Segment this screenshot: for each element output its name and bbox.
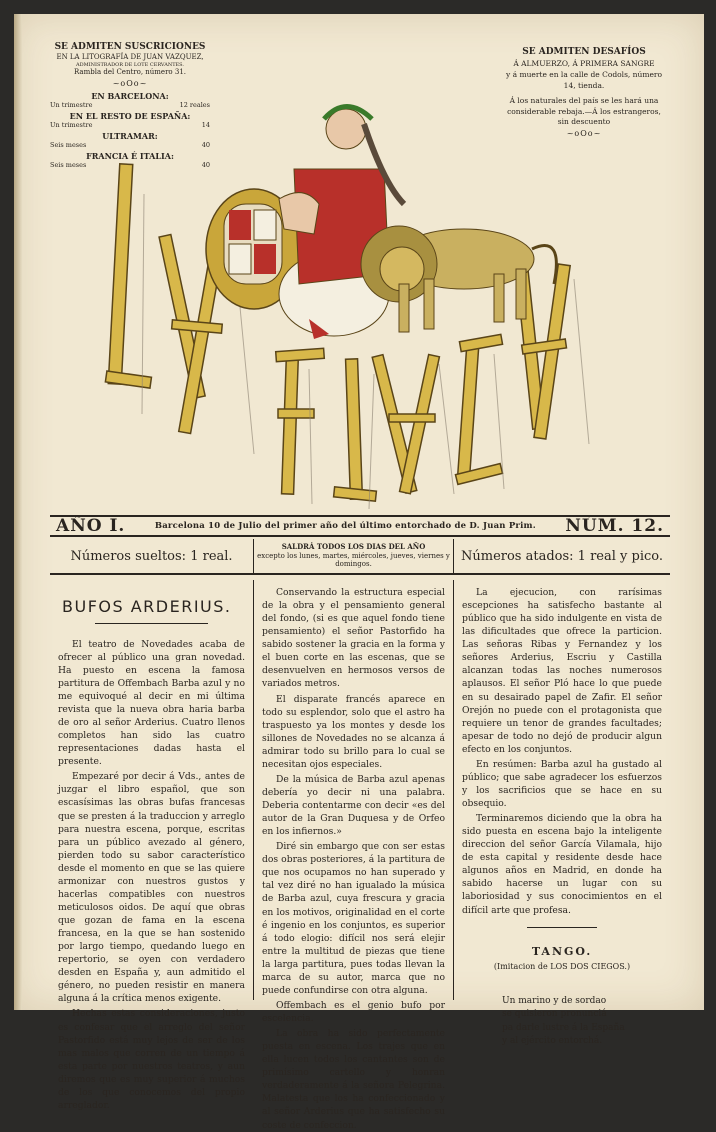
verse-line: y al ejército entorchá. — [502, 1036, 603, 1047]
schedule-box — [254, 539, 454, 573]
issue-number: NÚM. 12. — [565, 516, 664, 536]
region-price: 14 — [201, 121, 210, 130]
region-price: 12 reales — [179, 101, 210, 109]
paragraph: El teatro de Novedades acaba de ofrecer al público una gran novedad. Ha puesto en escena la famosa partitura de Offembach Barba azul y no me equivoqué al decir en mi última revista que la nueva obra haria barba de oro al señor Arderius. Cuatro llenos completos han sido las cuatro representaciones dadas hasta el presente. — [58, 638, 245, 768]
price-bar — [50, 539, 670, 575]
tango-verse — [462, 995, 662, 1049]
issue-band — [50, 515, 670, 537]
region-name: EN EL RESTO DE ESPAÑA: — [69, 111, 191, 122]
region-price: 40 — [201, 141, 210, 150]
region-price: 40 — [201, 161, 210, 170]
column-2 — [254, 580, 454, 1131]
divider — [95, 623, 207, 624]
single-price: Números sueltos: 1 real. — [50, 539, 254, 573]
region-label: Seis meses — [50, 141, 87, 150]
challenges-title: SE ADMITEN DESAFÍOS — [522, 47, 646, 57]
region-name: FRANCIA É ITALIA: — [86, 151, 174, 162]
challenges-line-1: Á ALMUERZO, Á PRIMERA SANGRE — [513, 59, 655, 69]
verse-line: se quisieron pronunciá — [502, 1009, 607, 1020]
subscription-line-1: EN LA LITOGRAFÍA DE JUAN VAZQUEZ, — [56, 53, 204, 62]
paragraph: Empezaré por decir á Vds., antes de juzgar el libro español, que son escasísimas las obras bufas francesas que se presten á la traduccion y arreglo para nuestra escena, porque, escritas para un público avezado al género, pierden todo su sabor característico desde el momento en que se las quiere armonizar con nuestros gustos y hacerlas compatibles con nuestros meticulosos oidos. De aquí que obras que gozan de fama en la escena francesa, en la que se han sostenido por largo tiempo, quedando luego en repertorio, se oyen con verdadero desden en España y, aun admitido el género, no pueden resistir en manera alguna á la crítica menos exigente. — [58, 771, 245, 1005]
seated-woman-figure — [279, 107, 404, 340]
schedule-title: SALDRÁ TODOS LOS DIAS DEL AÑO — [281, 541, 426, 551]
bundled-price: Números atados: 1 real y pico. — [461, 548, 663, 564]
issue-year: AÑO I. — [56, 516, 126, 536]
challenges-line-2: y á muerte en la calle de Codols, número 14, tienda. — [506, 69, 662, 90]
paragraph: La ejecucion, con rarísimas escepciones ha satisfecho bastante al público que ha sido indulgente en vista de las dificultades que ofrece la particion. Las señoras Ribas y Fernandez y los señores Arderius, Escriu y Castilla alcanzan todas las noches numerosos aplausos. El señor Pló hace lo que puede en su desairado papel de Zafir. El señor Orejón no puede con el protagonista que requiere un tenor de grandes facultades; apesar de todo no dejó de producir algun efecto en los conjuntos. — [462, 587, 662, 755]
paragraph: Terminaremos diciendo que la obra ha sido puesta en escena bajo la inteligente direccion del señor García Vilamala, hijo de esta capital y residente desde hace algunos años en Madrid, en donde ha sabido hacerse un lugar con su laboriosidad y sus conocimientos en el difícil arte que profesa. — [462, 813, 662, 916]
paragraph: Hechas estas consideraciones, justo es confesar que el arreglo del señor Pastorfido está muy lejos de ser de los mas malos que corren de un tiempo á esta parte por nuestros teatros, y aun diremos que es muy superior á muchos de los que conocemos del propio arreglador. — [58, 1008, 245, 1111]
tango-title: TANGO. — [531, 944, 593, 958]
region-name: ULTRAMAR: — [102, 131, 158, 142]
subscription-line-3: Rambla del Centro, número 31. — [74, 68, 186, 77]
article-columns — [50, 580, 670, 1131]
region-label: Un trimestre — [50, 101, 93, 109]
issue-dateline: Barcelona 10 de Julio del primer año del último entorchado de D. Juan Prim. — [154, 521, 536, 531]
newspaper-page — [14, 14, 704, 1131]
page-spine — [14, 14, 22, 1010]
paragraph: La obra ha sido perfectamente puesta en escena. Los trajes que en ella lucen todos los cantantes son de primísimo cartello y honran verdaderamente á la señora Pelegrina. Malatesta que los ha confeccionado y al señor Arderius que ha satisfecho su coste de confeccion. — [262, 1028, 445, 1131]
paragraph: El disparate francés aparece en todo su esplendor, solo que el astro ha traspuesto ya los montes y desde los sillones de Novedades no se alcanza á admirar todo su brillo para lo cual se necesitan ojos especiales. — [262, 693, 445, 770]
subscription-line-2: ADMINISTRADOR DE LOTE CERVANTES. — [75, 62, 185, 68]
paragraph: De la música de Barba azul apenas debería yo decir ni una palabra. Deberia contentarme con decir «es del autor de la Gran Duquesa y de Orfeo en los infiernos.» — [262, 773, 445, 838]
ornament: ~oOo~ — [112, 79, 148, 88]
ornament: ~oOo~ — [566, 129, 602, 139]
tango-subtitle: (Imitacion de LOS DOS CIEGOS.) — [493, 962, 631, 972]
column-1 — [50, 580, 254, 1111]
verse-line: pa darle lustre á la España — [502, 1022, 625, 1033]
paragraph: Offembach es el genio bufo por escelencia. — [262, 999, 445, 1024]
masthead-illustration — [84, 84, 644, 514]
paragraph: Conservando la estructura especial de la obra y el pensamiento general del fondo, (si es que aquel fondo tiene pensamiento) el señor Pastorfido ha sabido sostener la gracia en la forma y el buen corte en las escenas, que se desenvuelven en hermosos versos de variados metros. — [262, 587, 445, 690]
section-divider — [527, 927, 597, 928]
paragraph: Diré sin embargo que con ser estas dos obras posteriores, á la partitura de que nos ocupamos no han superado y tal vez diré no han igualado la música de Barba azul, cuya frescura y gracia en los motivos, originalidad en el corte é ingenio en los conjuntos, es superior á todo elogio: difícil nos será elejir entre la multitud de piezas que tiene la larga partitura, pues todas llevan la marca de su autor, marca que no puede confundirse con otra alguna. — [262, 841, 445, 996]
column-3 — [454, 580, 670, 1047]
schedule-text: excepto los lunes, martes, miércoles, jueves, viernes y domingos. — [257, 551, 450, 569]
region-label: Un trimestre — [50, 121, 93, 130]
verse-line: Un marino y de sordao — [502, 995, 607, 1006]
region-label: Seis meses — [50, 161, 87, 170]
article-headline: BUFOS ARDERIUS. — [62, 597, 232, 616]
region-name: EN BARCELONA: — [91, 91, 169, 101]
paragraph: En resúmen: Barba azul ha gustado al público; que sabe agradecer los esfuerzos y los sacrificios que se hace en su obsequio. — [462, 758, 662, 809]
subscription-title: SE ADMITEN SUSCRICIONES — [54, 42, 206, 52]
challenges-line-3: Á los naturales del país se les hará una considerable rebaja.—Á los estrangeros, sin descuento — [507, 95, 661, 127]
